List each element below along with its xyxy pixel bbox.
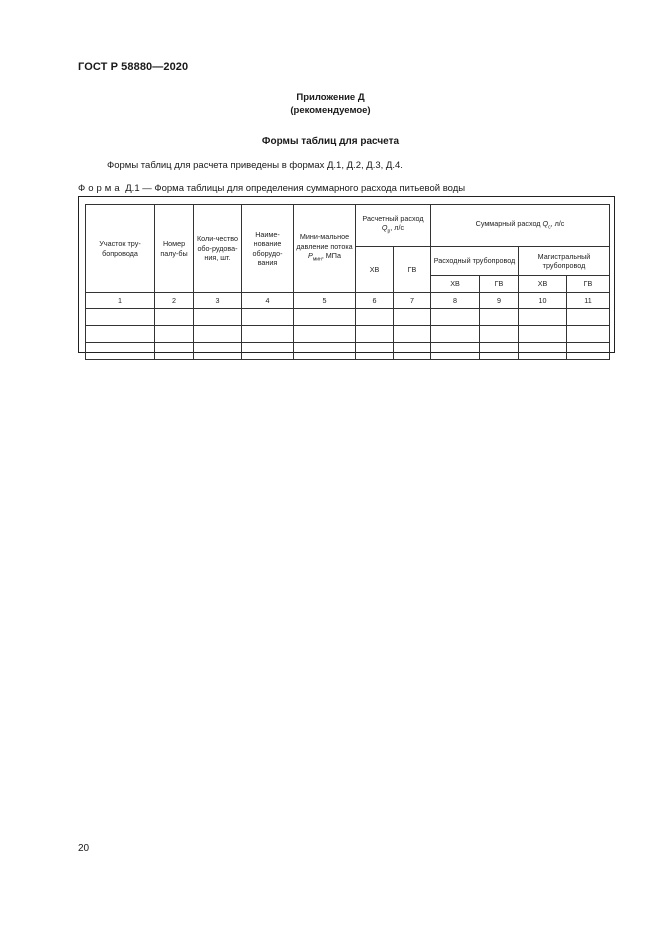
header-total-flow [431,205,610,247]
form-label: Форма [78,183,123,194]
column-number-row [86,293,610,309]
header-min-pressure [294,205,356,293]
header-main-hot: ГВ [567,276,610,293]
table-row [86,343,610,360]
calc-flow-prefix: Расчетный расход [362,213,424,223]
header-calc-hot: ГВ [394,247,431,293]
column-number: 10 [519,293,567,309]
table-cell [194,326,242,343]
table-cell [356,343,394,360]
column-number: 8 [431,293,480,309]
header-calculated-flow [356,205,431,247]
table-cell [394,309,431,326]
pressure-unit: , МПа [321,251,341,261]
column-number: 5 [294,293,356,309]
standard-header: ГОСТ Р 58880—2020 [78,61,189,73]
table-cell [519,326,567,343]
table-cell [394,343,431,360]
table-cell [242,309,294,326]
page-number: 20 [78,843,90,854]
section-title: Формы таблиц для расчета [261,136,400,147]
table-cell [294,343,356,360]
form-caption [78,183,465,194]
table-cell [431,309,480,326]
calc-flow-unit: , л/с [390,223,405,233]
pressure-symbol: P [308,251,313,261]
header-distribution-cold: ХВ [431,276,480,293]
table-cell [86,326,155,343]
column-number: 1 [86,293,155,309]
header-pipeline-section: Участок тру-бопровода [86,205,155,293]
pressure-subscript: мин [312,256,322,263]
table-cell [242,343,294,360]
appendix-title: Приложение Д [296,92,365,103]
table-cell [480,309,519,326]
calc-flow-subscript: p [387,228,391,235]
column-number: 11 [567,293,610,309]
table-cell [242,326,294,343]
header-distribution-pipeline: Расходный трубопровод [431,247,519,276]
table-cell [431,343,480,360]
table-cell [394,326,431,343]
table-cell [294,309,356,326]
table-cell [519,309,567,326]
table-cell [155,309,194,326]
total-flow-unit: , л/с [550,218,565,228]
header-main-pipeline: Магистральный трубопровод [519,247,610,276]
form-caption-text: Д.1 — Форма таблицы для определения суммарного расхода питьевой воды [122,183,466,194]
table-cell [356,326,394,343]
column-number: 7 [394,293,431,309]
column-number: 2 [155,293,194,309]
table-row [86,326,610,343]
table-cell [567,309,610,326]
table-cell [155,326,194,343]
column-number: 9 [480,293,519,309]
table-cell [155,343,194,360]
header-main-cold: ХВ [519,276,567,293]
table-cell [86,343,155,360]
table-cell [567,343,610,360]
column-number: 3 [194,293,242,309]
table-cell [431,326,480,343]
min-pressure-prefix: Мини-мальное давление потока [296,232,353,251]
total-flow-subscript: c [548,223,551,230]
total-flow-symbol: Q [542,218,549,228]
table-cell [294,326,356,343]
column-number: 6 [356,293,394,309]
total-flow-prefix: Суммарный расход [475,218,541,228]
header-calc-cold: ХВ [356,247,394,293]
table-cell [519,343,567,360]
table-row [86,309,610,326]
header-equipment-name: Наиме-нование оборудо-вания [242,205,294,293]
appendix-heading [0,91,661,117]
appendix-subtitle: (рекомендуемое) [290,105,371,116]
calculation-table [85,204,610,360]
column-number: 4 [242,293,294,309]
table-cell [567,326,610,343]
header-deck-number: Номер палу-бы [155,205,194,293]
table-cell [480,326,519,343]
header-distribution-hot: ГВ [480,276,519,293]
calc-flow-symbol: Q [381,223,388,233]
table-cell [194,343,242,360]
table-cell [480,343,519,360]
table-cell [356,309,394,326]
table-cell [86,309,155,326]
intro-paragraph: Формы таблиц для расчета приведены в формах Д.1, Д.2, Д.3, Д.4. [107,160,403,171]
table-cell [194,309,242,326]
header-equipment-count: Коли-чество обо-рудова-ния, шт. [194,205,242,293]
